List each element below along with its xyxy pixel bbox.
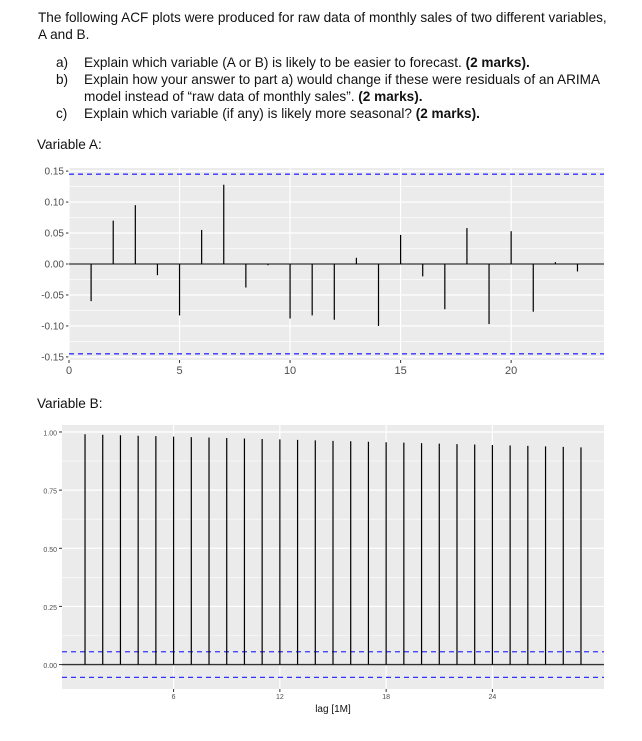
variable-b-label: Variable B: — [37, 396, 103, 411]
y-tick-label: 0.50 — [43, 546, 57, 554]
question-c-marks: (2 marks). — [415, 106, 480, 121]
x-tick-label: 6 — [171, 694, 176, 701]
question-a-marks: (2 marks). — [465, 55, 530, 70]
y-tick-label: -0.05 — [41, 290, 64, 302]
y-tick-label: 0.15 — [44, 166, 64, 178]
variable-a-label: Variable A: — [37, 137, 102, 152]
y-tick-label: 0.25 — [43, 604, 57, 612]
x-tick-label: 15 — [394, 365, 407, 377]
x-tick-label: 20 — [505, 365, 518, 377]
x-tick-label: 5 — [176, 365, 183, 377]
question-c-marker: c) — [56, 106, 68, 121]
intro-paragraph: The following ACF plots were produced for raw data of monthly sales of two different variables, A and B. — [38, 10, 607, 42]
y-tick-label: -0.15 — [41, 352, 64, 364]
question-a-marker: a) — [56, 55, 69, 70]
question-a-text: Explain which variable (A or B) is likely to be easier to forecast. — [84, 55, 466, 70]
y-tick-label: 0.00 — [43, 663, 57, 671]
x-tick-label: 18 — [382, 694, 391, 701]
question-c-text: Explain which variable (if any) is likely more seasonal? — [84, 106, 416, 121]
question-b-marker: b) — [56, 72, 69, 87]
x-axis-title: lag [1M] — [315, 704, 351, 715]
y-tick-label: 0.05 — [44, 228, 64, 240]
question-b-text: Explain how your answer to part a) would change if these were residuals of an ARIMA model instead of “raw data of monthly sales”. — [84, 72, 600, 104]
y-tick-label: 0.10 — [44, 197, 64, 209]
x-tick-label: 10 — [283, 365, 297, 377]
x-tick-label: 24 — [488, 694, 497, 701]
y-tick-label: 1.00 — [43, 430, 57, 438]
question-b-marks: (2 marks). — [358, 89, 423, 104]
x-tick-label: 0 — [65, 365, 73, 377]
y-tick-label: 0.00 — [44, 259, 64, 271]
x-tick-label: 12 — [275, 694, 284, 701]
y-tick-label: 0.75 — [43, 488, 57, 496]
y-tick-label: -0.10 — [41, 321, 64, 333]
